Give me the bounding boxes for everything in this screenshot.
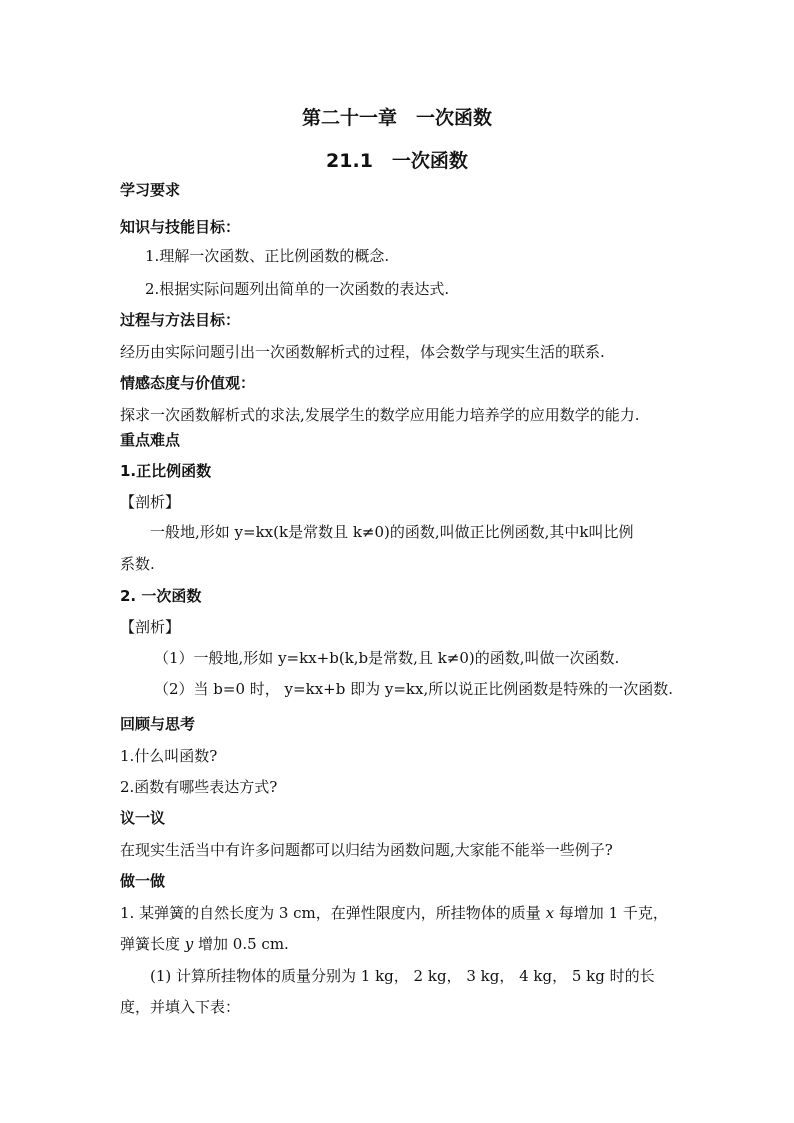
- review-heading: 回顾与思考: [120, 715, 196, 733]
- process-heading: 过程与方法目标：: [120, 311, 241, 329]
- practice-problem-1-line2: [120, 934, 289, 954]
- problem-text-c: 弹簧长度: [120, 935, 185, 953]
- section-title: 21.1 一次函数: [326, 150, 468, 172]
- study-requirements-heading: 学习要求: [120, 181, 181, 199]
- point1-text-line2: 系数.: [120, 555, 155, 573]
- key-points-heading: 重点难点: [120, 431, 181, 449]
- problem-text-d: 增加 0.5 cm.: [193, 935, 289, 953]
- attitude-text: 探求一次函数解析式的求法,发展学生的数学应用能力培养学的应用数学的能力.: [120, 406, 640, 424]
- point2-title: 2. 一次函数: [120, 587, 202, 605]
- point1-title: 1.正比例函数: [120, 462, 212, 480]
- analysis-label-1: 【剖析】: [120, 493, 181, 511]
- practice-heading: 做一做: [120, 872, 166, 890]
- knowledge-item-1: 1.理解一次函数、正比例函数的概念.: [145, 247, 390, 265]
- sub-question-1-line1: (1) 计算所挂物体的质量分别为 1 kg， 2 kg， 3 kg， 4 kg， 5 kg 时的长: [150, 967, 655, 985]
- discuss-text: 在现实生活当中有许多问题都可以归结为函数问题,大家能不能举一些例子?: [120, 841, 613, 859]
- problem-text-b: 每增加 1 千克，: [554, 904, 668, 922]
- analysis-label-2: 【剖析】: [120, 618, 181, 636]
- knowledge-item-2: 2.根据实际问题列出简单的一次函数的表达式.: [145, 280, 450, 298]
- attitude-heading: 情感态度与价值观：: [120, 374, 256, 392]
- point2-item-2: （2）当 b=0 时， y=kx+b 即为 y=kx,所以说正比例函数是特殊的一次函数.: [154, 680, 673, 698]
- point2-item-1: （1）一般地,形如 y=kx+b(k,b是常数,且 k≠0)的函数,叫做一次函数.: [154, 649, 620, 667]
- practice-problem-1-line1: [120, 903, 668, 923]
- point1-text-line1: 一般地,形如 y=kx(k是常数且 k≠0)的函数,叫做正比例函数,其中k叫比例: [150, 523, 634, 541]
- review-question-1: 1.什么叫函数?: [120, 747, 218, 765]
- sub-question-1-line2: 度，并填入下表：: [120, 998, 241, 1016]
- variable-x: x: [545, 904, 555, 922]
- process-text: 经历由实际问题引出一次函数解析式的过程，体会数学与现实生活的联系.: [120, 343, 605, 361]
- knowledge-heading: 知识与技能目标：: [120, 218, 241, 236]
- review-question-2: 2.函数有哪些表达方式?: [120, 778, 278, 796]
- discuss-heading: 议一议: [120, 809, 166, 827]
- chapter-title: 第二十一章 一次函数: [301, 107, 492, 129]
- problem-text-a: 1. 某弹簧的自然长度为 3 cm，在弹性限度内，所挂物体的质量: [120, 904, 546, 922]
- variable-y: y: [184, 935, 194, 953]
